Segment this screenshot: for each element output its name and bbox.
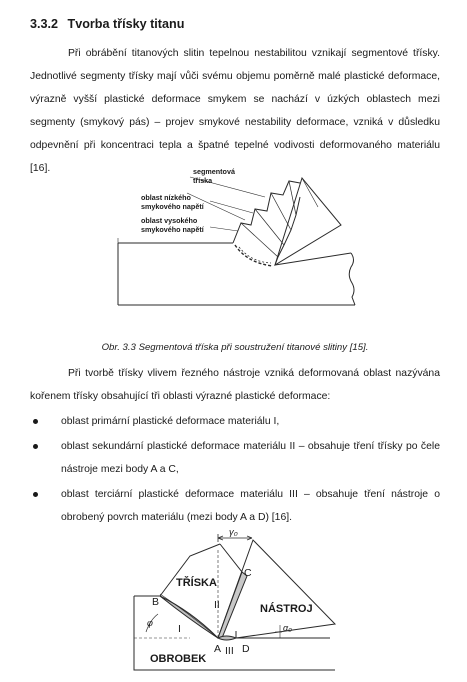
label-tool: NÁSTROJ — [260, 603, 313, 615]
label-zone-ii: II — [214, 599, 220, 611]
figure-caption: Obr. 3.3 Segmentová tříska při soustružení titanové slitiny [15]. — [101, 342, 369, 353]
label-point-a: A — [214, 643, 222, 655]
list-item: oblast primární plastické deformace materiálu I, — [30, 410, 440, 433]
label-segmented-chip-2: tříska — [193, 176, 213, 185]
label-zone-i: I — [178, 623, 181, 635]
section-heading — [30, 16, 184, 32]
label-low-stress: oblast nízkého — [141, 193, 191, 202]
list-item: oblast sekundární plastické deformace materiálu II – obsahuje tření třísky po čele nástroje mezi body A a C, — [30, 435, 440, 481]
figure-segmented-chip — [115, 165, 365, 337]
section-number: 3.3.2 — [30, 17, 59, 31]
section-title: Tvorba třísky titanu — [67, 17, 185, 31]
paragraph-segmented-chip: Při obrábění titanových slitin tepelnou nestabilitou vznikají segmentové třísky. Jednotlivé segmenty třísky mají vůči svému objemu poměrně malé plastické deformace, výrazně vyšší plastické deformace smykem se nachází v úzkých oblastech mezi segmenty (smykový pás) – projev smykové nestability deformace, vzniká v důsledku odpevnění při koncentraci tepla a špatné tepelné vodivosti deformovaného materiálu [16]. — [30, 48, 440, 174]
list-item: oblast terciární plastické deformace materiálu III – obsahuje tření nástroje o obrobený povrch materiálu (mezi body A a D) [16]. — [30, 483, 440, 529]
label-point-d: D — [242, 643, 250, 655]
deformation-zones-list — [30, 410, 440, 531]
label-point-c: C — [244, 567, 252, 579]
label-phi: φ — [147, 618, 153, 628]
label-workpiece: OBROBEK — [150, 653, 207, 665]
label-segmented-chip: segmentová — [193, 167, 235, 176]
bullet-icon — [33, 419, 38, 424]
label-chip: TŘÍSKA — [176, 577, 217, 589]
label-high-stress: oblast vysokého — [141, 216, 198, 225]
label-point-b: B — [152, 596, 160, 608]
figure-chip-root — [130, 528, 340, 678]
bullet-icon — [33, 444, 38, 449]
label-high-stress-2: smykového napětí — [141, 225, 204, 234]
label-zone-iii: III — [225, 645, 234, 657]
paragraph-chip-root: Při tvorbě třísky vlivem řezného nástroje vzniká deformovaná oblast nazývána kořenem třísky obsahující tři oblasti výrazné plastické deformace: — [30, 368, 440, 402]
label-alpha: α₀ — [283, 623, 292, 633]
label-low-stress-2: smykového napětí — [141, 202, 204, 211]
label-gamma: γ₀ — [229, 528, 238, 538]
bullet-icon — [33, 492, 38, 497]
